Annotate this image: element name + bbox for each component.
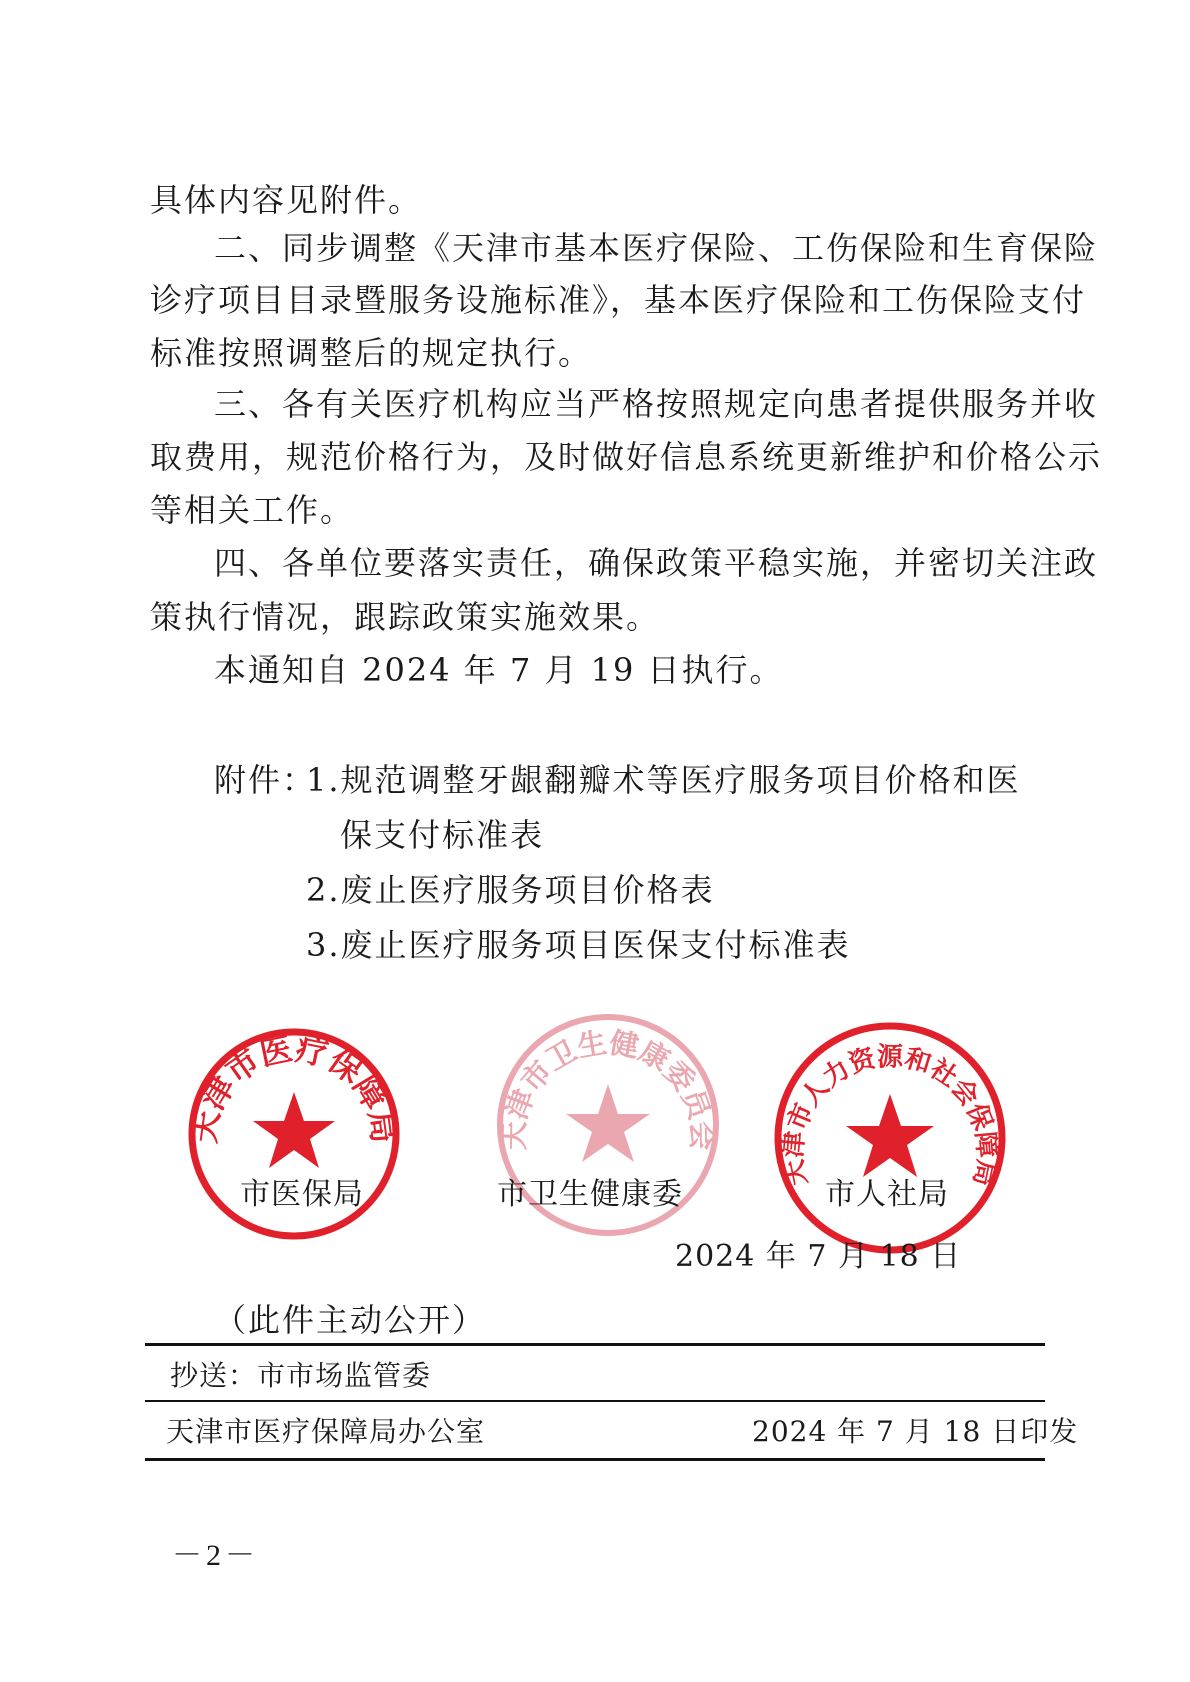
seal-1-text: 天津市医疗保障局 (185, 1029, 403, 1146)
seal-human-resources-bureau (770, 1018, 1010, 1258)
attachment-1-line-1: 1.规范调整牙龈翻瓣术等医疗服务项目价格和医 (306, 761, 1021, 799)
footer-top-rule (145, 1343, 1045, 1346)
footer-bottom-rule (145, 1458, 1045, 1461)
paragraph-2-line-1: 二、同步调整《天津市基本医疗保险、工伤保险和生育保险 (214, 229, 1099, 267)
issuer: 天津市医疗保障局办公室 (166, 1415, 486, 1448)
paragraph-3-line-3: 等相关工作。 (150, 491, 355, 529)
issue-date: 2024 年 7 月 18 日印发 (752, 1415, 1079, 1448)
paragraph-4-line-1: 四、各单位要落实责任，确保政策平稳实施，并密切关注政 (214, 544, 1099, 582)
paragraph-2-line-3: 标准按照调整后的规定执行。 (150, 334, 593, 372)
paragraph-3-line-2: 取费用，规范价格行为，及时做好信息系统更新维护和价格公示 (150, 438, 1103, 476)
seal-2-text: 天津市卫生健康委员会 (496, 1025, 720, 1151)
signature-medical-security-bureau: 市医保局 (240, 1177, 364, 1212)
body-line-1: 具体内容见附件。 (150, 181, 423, 219)
star-icon (566, 1084, 650, 1162)
star-icon (846, 1094, 934, 1177)
paragraph-4-line-2: 策执行情况，跟踪政策实施效果。 (150, 598, 661, 636)
cc-line: 抄送：市市场监管委 (170, 1359, 432, 1392)
footer-middle-rule (145, 1400, 1045, 1402)
paragraph-3-line-1: 三、各有关医疗机构应当严格按照规定向患者提供服务并收 (214, 385, 1099, 423)
attachments-label: 附件： (214, 761, 317, 799)
signature-human-resources-bureau: 市人社局 (825, 1177, 949, 1212)
effective-date-line: 本通知自 2024 年 7 月 19 日执行。 (214, 651, 784, 689)
attachment-1-line-2: 保支付标准表 (340, 816, 545, 854)
signature-health-commission: 市卫生健康委 (497, 1177, 683, 1212)
star-icon (253, 1092, 335, 1168)
attachment-3: 3.废止医疗服务项目医保支付标准表 (306, 926, 851, 964)
paragraph-2-line-2: 诊疗项目目录暨服务设施标准》，基本医疗保险和工伤保险支付 (150, 281, 1087, 319)
attachment-2: 2.废止医疗服务项目价格表 (306, 871, 715, 909)
page-number: －2－ (172, 1539, 259, 1572)
signature-date: 2024 年 7 月 18 日 (675, 1239, 962, 1274)
public-disclosure-note: （此件主动公开） (214, 1301, 487, 1339)
seal-3-text: 天津市人力资源和社会保障局 (778, 1042, 1002, 1189)
